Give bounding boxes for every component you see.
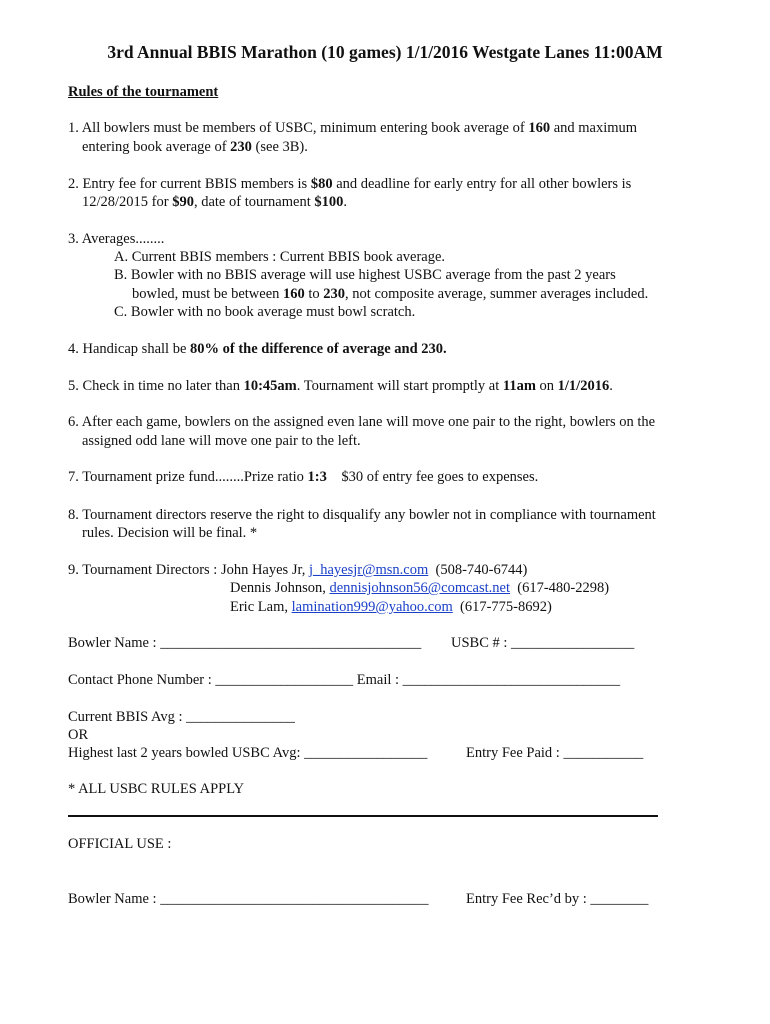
email-link-dennis-johnson[interactable]: dennisjohnson56@comcast.net: [329, 580, 510, 596]
entry-fee-received-field[interactable]: Entry Fee Rec’d by : ________: [466, 891, 649, 907]
usbc-rules-note: * ALL USBC RULES APPLY: [68, 781, 245, 797]
rule-9-line-3: Eric Lam, lamination999@yahoo.com (617-775-8692): [230, 599, 552, 615]
rule-9-line-2: Dennis Johnson, dennisjohnson56@comcast.net (617-480-2298): [230, 580, 610, 596]
rule-3-item-b-line-2: bowled, must be between 160 to 230, not composite average, summer averages included.: [132, 286, 649, 302]
email-link-john-hayes[interactable]: j_hayesjr@msn.com: [308, 562, 429, 578]
rules-heading: Rules of the tournament: [68, 84, 219, 100]
rule-1-line-1: 1. All bowlers must be members of USBC, minimum entering book average of 160 and maximum: [68, 120, 638, 136]
rule-8-line-2: rules. Decision will be final. *: [82, 525, 258, 541]
official-use-label: OFFICIAL USE :: [68, 836, 172, 852]
rule-2-line-2: 12/28/2015 for $90, date of tournament $100.: [82, 194, 347, 210]
rule-3-item-b-line-1: B. Bowler with no BBIS average will use highest USBC average from the past 2 years: [114, 267, 616, 283]
rule-9-line-1: 9. Tournament Directors : John Hayes Jr, j_hayesjr@msn.com (508-740-6744): [68, 562, 528, 578]
page-title: 3rd Annual BBIS Marathon (10 games) 1/1/2016 Westgate Lanes 11:00AM: [107, 42, 663, 62]
rule-8-line-1: 8. Tournament directors reserve the right to disqualify any bowler not in compliance with tournament: [68, 507, 656, 523]
rule-2-line-1: 2. Entry fee for current BBIS members is $80 and deadline for early entry for all other bowlers is: [68, 176, 632, 192]
email-link-eric-lam[interactable]: lamination999@yahoo.com: [291, 599, 453, 615]
rule-3-item-a: A. Current BBIS members : Current BBIS book average.: [114, 249, 446, 265]
rule-1-line-2: entering book average of 230 (see 3B).: [82, 139, 308, 155]
rule-3-item-c: C. Bowler with no book average must bowl scratch.: [114, 304, 416, 320]
highest-usbc-avg-field[interactable]: Highest last 2 years bowled USBC Avg: _________________: [68, 745, 428, 761]
contact-email-field[interactable]: Contact Phone Number : ___________________ Email : ______________________________: [68, 672, 621, 688]
current-bbis-avg-field[interactable]: Current BBIS Avg : _______________: [68, 709, 295, 725]
or-label: OR: [68, 727, 89, 743]
rule-6-line-2: assigned odd lane will move one pair to the left.: [82, 433, 361, 449]
bowler-name-field[interactable]: Bowler Name : ____________________________________: [68, 635, 422, 651]
section-divider: [68, 815, 658, 817]
rule-6-line-1: 6. After each game, bowlers on the assigned even lane will move one pair to the right, bowlers on the: [68, 414, 656, 430]
official-bowler-name-field[interactable]: Bowler Name : _____________________________________: [68, 891, 429, 907]
usbc-number-field[interactable]: USBC # : _________________: [451, 635, 635, 651]
rule-4: 4. Handicap shall be 80% of the difference of average and 230.: [68, 341, 447, 357]
rule-7: 7. Tournament prize fund........Prize ratio 1:3 $30 of entry fee goes to expenses.: [68, 469, 539, 485]
entry-fee-paid-field[interactable]: Entry Fee Paid : ___________: [466, 745, 644, 761]
rule-3-heading: 3. Averages........: [68, 231, 165, 247]
rule-5: 5. Check in time no later than 10:45am. Tournament will start promptly at 11am on 1/1/2016.: [68, 378, 613, 394]
